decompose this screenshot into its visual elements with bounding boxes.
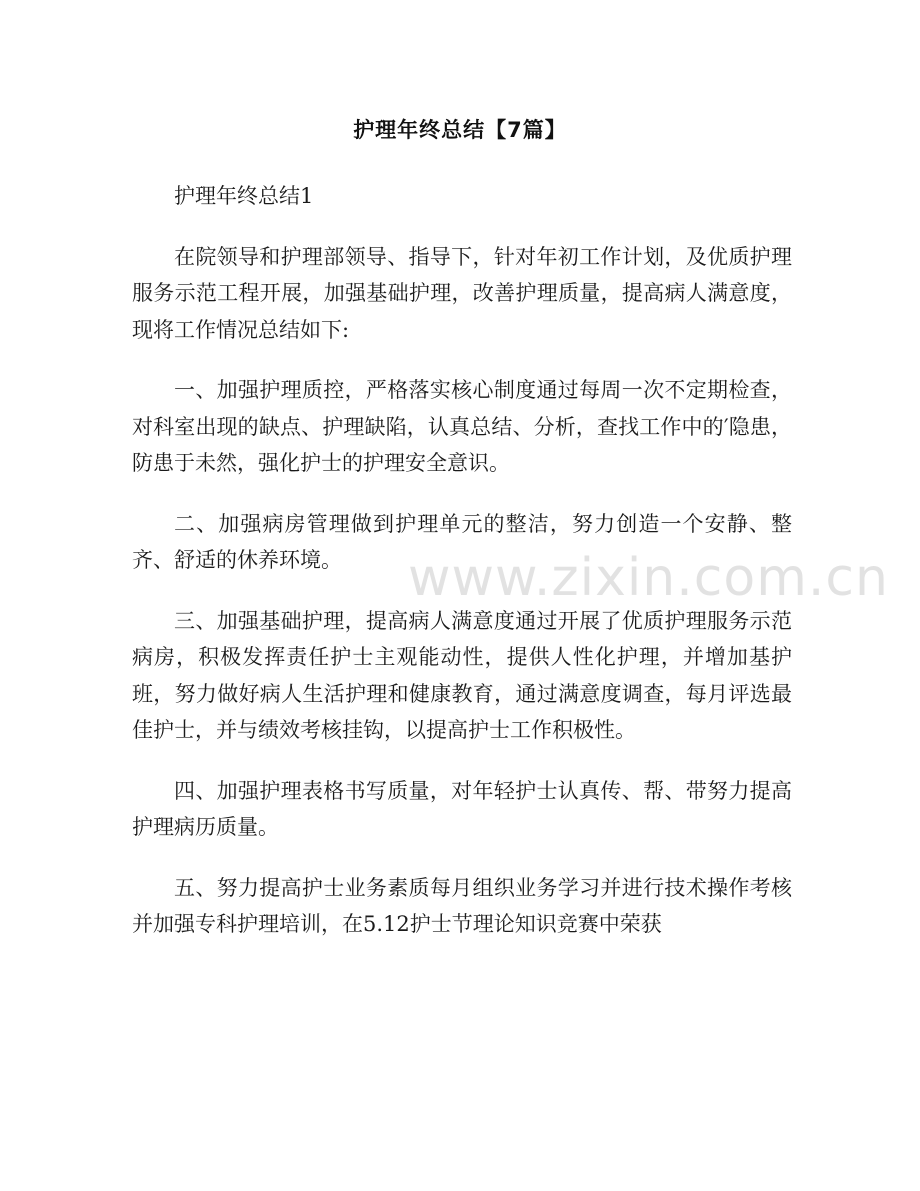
paragraph-item-3: 三、加强基础护理，提高病人满意度通过开展了优质护理服务示范病房，积极发挥责任护士主观能动性，提供人性化护理，并增加基护班，努力做好病人生活护理和健康教育，通过满意度调查，每月评选最佳护士，并与绩效考核挂钩，以提高护士工作积极性。: [132, 608, 792, 742]
document-body: [132, 178, 792, 967]
paragraph-item-4: 四、加强护理表格书写质量，对年轻护士认真传、帮、带努力提高护理病历质量。: [132, 778, 792, 839]
section-heading: 护理年终总结1: [174, 184, 314, 208]
document-title: 护理年终总结【7篇】: [353, 118, 567, 142]
paragraph-item-1: 一、加强护理质控，严格落实核心制度通过每周一次不定期检查，对科室出现的缺点、护理缺陷，认真总结、分析，查找工作中的′隐患，防患于未然，强化护士的护理安全意识。: [132, 378, 792, 475]
paragraph-item-2: 二、加强病房管理做到护理单元的整洁，努力创造一个安静、整齐、舒适的休养环境。: [132, 511, 792, 572]
paragraph-item-5: 五、努力提高护士业务素质每月组织业务学习并进行技术操作考核并加强专科护理培训，在5.12护士节理论知识竞赛中荣获: [132, 875, 792, 936]
paragraph-intro: 在院领导和护理部领导、指导下，针对年初工作计划，及优质护理服务示范工程开展，加强基础护理，改善护理质量，提高病人满意度，现将工作情况总结如下:: [132, 244, 792, 342]
watermark: www.zixin.com.cn: [408, 548, 889, 608]
